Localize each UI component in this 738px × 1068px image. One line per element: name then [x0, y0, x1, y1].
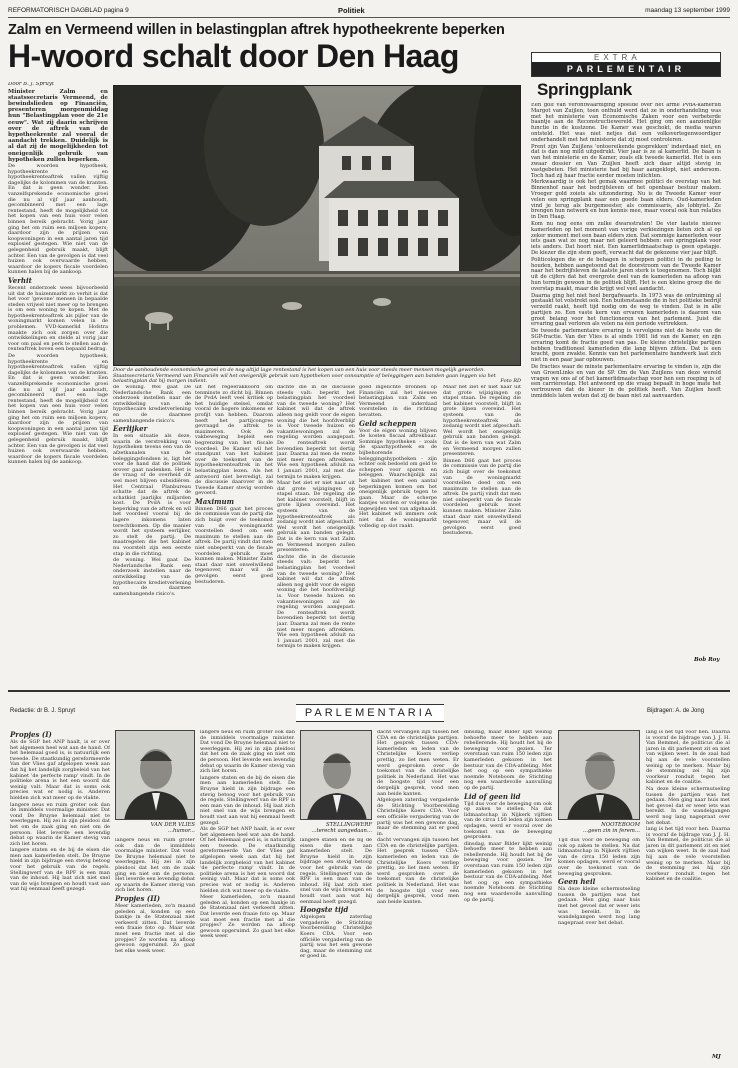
article-paragraph: Binnen D66 gaat het proces de commissie van de partij die zich buigt over de toekomst van de woningmarkt voorstellen deed om een maximum te stellen aan de aftrek. De partij vindt dat men niet onbeperkt van de fiscale voordelen gebruik moet kunnen maken. Minister Zalm staat daar niet onwelwillend tegenover, maar wil de gevolgen eerst goed bestuderen. [443, 457, 521, 537]
parlementaria-paragraph: langere staten en de bij de eisen die men aan kamerleden stelt. De Bruyne hield in zijn bijdrage een stevig betoog voor het gebruik van de regels. Stellingwerf van de RPF is een man van de inhoud. Hij laat zich niet snel van de wijs brengen en houdt vast aan wat hij eenmaal heeft gezegd. [200, 774, 295, 826]
bijdragen-credit: Bijdragen: A. de Jong [647, 708, 705, 714]
column-paragraph: De fracties waar de minste parlementaire ervaring te vinden is, zijn die van GroenLinks en van de SP. Om de Van Zuijlens van deze wereld vragen we ons af of het kamerlidmaatschap voor hen een roeping is of een carrièrestap. Het antwoord op die vraag bepaalt in hoge mate het vertrouwen dat de kiezer in de politiek heeft. Van Zuijlen heeft inmiddels laten weten dat zij de baan niet zal aanvaarden. [531, 364, 721, 400]
parlementaria-column-6 [646, 730, 730, 1052]
parlementaria-paragraph: langere staten en de bij de eisen die men aan kamerleden stelt. De Bruyne hield in zijn bijdrage een stevig betoog voor het gebruik van de regels. Stellingwerf van de RPF is een man van de inhoud. Hij laat zich niet snel van de wijs brengen en houdt vast aan wat hij eenmaal heeft gezegd. [300, 838, 372, 905]
villa-photo-illustration [114, 86, 521, 366]
extra-parlementair-banner [531, 52, 721, 77]
article-column-1 [8, 82, 108, 687]
subheading-verhit: Verhit [8, 275, 32, 285]
issue-date: maandag 13 september 1999 [645, 7, 730, 14]
article-intro: Minister Zalm en staatssecretaris Vermeend, de bewindslieden op Financiën, presenteren morgenmiddag hun "Belastingplan voor de 21e eeuw". Wat zij daarin schrijven over de aftrek van de hypotheekrente zal vooral de aandacht trekken. Duidelijk is al dat zij de mogelijkheden tot oneigenlijk gebruik van hypotheken zullen beperken. [8, 88, 108, 163]
parlementaria-column-1 [10, 730, 110, 1062]
parlementaria-paragraph: lang is het tijd voor hen. Daarna is vooraf de bijdrage van J. J. H. Van Bemmel, de politicus die al jaren in dit parlement zit en niet van wijken weet. In de zaal had hij aan de vele voorstellen weinig op te merken. Maar bij de stemming zei hij zijn voorkeur ronduit tegen het kabinet en de coalitie. [646, 826, 730, 883]
column-paragraph: Prent zijn Van Zuijlens 'ontoereikende gesprekken' inderdaad niet, en dat is dan nog mild uitgedrukt. Vier jaar is ze al kamerlid. De baan is van het ministerie en de Kamer, zoals elk tweede kamerlid. Het is een zwaar dossier en Van Zuijlen heeft zich daar altijd stevig in vastgebeten. Het ministerie had bij haar aangeklopt, niet andersom. Toch had zij haar fractie eerder moeten inlichten. [531, 143, 721, 179]
column-paragraph: Een golf van verontwaardiging spoelde over het arme PvdA-kamerlid Margot van Zuijlen, toen onthuld werd dat ze in onderhandeling was met het ministerie van Economische Zaken voor een verbeterde baantje aan de Reconstructiewereld. Het ging om een aanzienlijke functie in de kustzone. De Kamer was geschokt, de media waren ontsteld. Het was niet netjes dat een volksvertegenwoordiger onderhandelt met het ministerie dat zij moet controleren. [531, 103, 721, 143]
portrait-illustration [301, 731, 372, 820]
article-kicker: Zalm en Vermeend willen in belastingplan aftrek hypotheekrente beperken [8, 22, 505, 38]
subheading-lid-of-geen-lid: Lid of geen lid [464, 791, 521, 801]
parlementaria-paragraph: Na deze kleine schermutseling tussen de partijen was het gedaan. Men ging naar huis met het gevoel dat er weer iets was bereikt. In de wandelgangen werd nog lang nagepraat over het debat. [646, 785, 730, 826]
section-label: Politiek [338, 6, 365, 15]
parlementaria-paragraph: Tijd dus voor de beweging om ook op zaken te stellen. Na dat lidmaatschap in Nijkerk vijftien van de circa 150 leden zijn komen opdagen, werd er vooral over de toekomst van de beweging gesproken. [558, 838, 640, 877]
parlementaria-paragraph: langere neus en ruim groter ook dan de inmiddels voormalige minister. Dat vond De Bruyne helemaal niet te weerleggen. Hij zei in zijn pleidooi dat het om de zaak ging en niet om de persoon. Het leverde een levendig debat op waarin de Kamer stevig van zich liet horen. [200, 730, 295, 775]
parlementaria-paragraph: langere neus en ruim groter ook dan de inmiddels voormalige minister. Dat vond De Bruyne helemaal niet te weerleggen. Hij zei in zijn pleidooi dat het om de zaak ging en niet om de persoon. Het leverde een levendig debat op waarin de Kamer stevig van zich liet horen. [10, 801, 110, 847]
parlementaria-column-2 [200, 730, 295, 1062]
caption-name: STELLINGWERF [326, 822, 372, 828]
article-paragraph: dachte die in de discussie steeds valt: beperkt het belastingplan het voordeel van de tweede woning? Het kabinet wil dat de aftrek alleen nog geldt voor de eigen woning die het hoofdverblijf is. Voor tweede huizen en vakantiewoningen zal de regeling worden aangepast. De renteaftrek wordt bovendien beperkt tot dertig jaar. Daarna zal men de rente niet meer mogen aftrekken. Wie een hypotheek afsluit na 1 januari 2001, zal met die termijn te maken krijgen. [277, 553, 355, 650]
subheading-propjes-1: Propjes (I) [10, 730, 52, 739]
parlementaria-column-5 [464, 730, 552, 1062]
parlementaria-paragraph: Afgelopen zaterdag vergaderde de Stichting Voorbereiding Christelijke Koers CDA. Voor een officiële vergadering van de partij was het een gewone dag, maar de stemming zat er goed in. [377, 797, 459, 837]
column-paragraph: Merkwaardig is ook het gemak waarmee politici de overstap van het Binnenhof naar het bedrijfsleven of het openbaar bestuur maken. Vroeger gold zoiets als uitzondering. Nu is de Tweede Kamer voor velen een springplank naar een goede baan elders. Oud-kamerleden vind je terug als burgemeester, als commissaris, als lobbyist. Ze brengen hun netwerk en hun kennis mee, maar vooral ook hun relaties in Den Haag. [531, 179, 721, 221]
article-paragraph: In een situatie als deze, waarin de verstrekking van hypotheken tevens een van de afzetkanalen van de beleggingsfondsen is, ligt het voor de hand dat de politiek erover gaat nadenken. Het is de vraag of de overheid dit wel moet blijven subsidiëren. Het Centraal Planbureau schatte dat de aftrek de schatkist jaarlijks miljarden kost. De PvdA is voor beperking van de aftrek en wil het voordeel vooral bij de lagere inkomens laten terechtkomen. Op die manier wordt het systeem eerlijker, zo stelt de partij. De maatregelen die het kabinet nu voorstelt zijn een eerste stap in die richting. [113, 433, 191, 557]
parlementaria-paragraph: dacht vervangen zijn tussen het CDA en de christelijke partijen. Het gesprek tussen CDA-kamerleden en leden van de Christelijke Koers verliep prettig, zo liet men weten. Er werd gesproken over de toekomst van de christelijke politiek in Nederland. Het was de hoogste tijd voor een dergelijk gesprek, vond men aan beide kanten. [377, 837, 459, 905]
article-paragraph: uit het regeerakkoord om tenminste zo dicht bij. Binnen de PvdA leeft veel kritiek op het huidige stelsel, omdat vooral de hogere inkomens er profijt van hebben. Daarom heeft het partijcongres gevraagd de aftrek te maximeren. Ook de vakbeweging bepleit een begrenzing van het fiscale voordeel. De Kamer wil het standpunt van het kabinet over de toekomst van de hypotheekrenteaftrek in het belastingplan lezen. Als het antwoord niet bevredigt, zal de discussie daarover in de Tweede Kamer stevig worden gevoerd. [195, 385, 273, 497]
subheading-propjes-2: Propjes (II) [115, 893, 161, 903]
portrait-illustration [559, 731, 640, 820]
article-paragraph: Maar het ziet er niet naar uit dat grote wijzigingen op stapel staan. De regeling die het kabinet voorstelt, blijft in grote lijnen overeind. Het systeem van de hypotheekrenteaftrek als zodanig wordt niet afgeschaft. Wel wordt het oneigenlijk gebruik aan banden gelegd. Dat is de kern van wat Zalm en Vermeend morgen zullen presenteren. [443, 385, 521, 458]
caption-quote: ...terecht aangedaan... [311, 828, 372, 834]
article-paragraph: Maar het ziet er niet naar uit dat grote wijzigingen op stapel staan. De regeling die het kabinet voorstelt, blijft in grote lijnen overeind. Het systeem van de hypotheekrenteaftrek als zodanig wordt niet afgeschaft. Wel wordt het oneigenlijk gebruik aan banden gelegd. Dat is de kern van wat Zalm en Vermeend morgen zullen presenteren. [277, 480, 355, 554]
subheading-geld-scheppen: Geld scheppen [359, 418, 417, 428]
parlementaria-paragraph: Afgelopen zaterdag vergaderde de Stichting Voorbereiding Christelijke Koers CDA. Voor een officiële vergadering van de partij was het een gewone dag, maar de stemming zat er goed in. [300, 914, 372, 960]
article-headline: H-woord schalt door Den Haag [8, 38, 459, 74]
column-paragraph: Daarna ging het niet heel bergafwaarts. In 1973 was de ontruiming al gestaakt tot volstrekt ook. Een buitenstaande die in het politieke bedrijf verzeild raakt, heeft tijd nodig om de weg te vinden. Dat is in alle partijen zo. Een vaste kern van ervaren kamerleden is daarom van groot belang voor het functioneren van het parlement. Juist die ervaring gaat verloren als velen na één periode vertrekken. [531, 292, 721, 328]
portrait-caption-2 [300, 822, 372, 834]
portrait-nooteboom [558, 730, 640, 820]
portrait-stellingwerf [300, 730, 372, 820]
article-byline: Door B. J. Spruyt [8, 82, 55, 87]
parlementaria-paragraph: dacht vervangen zijn tussen het CDA en de christelijke partijen. Het gesprek tussen CDA-kamerleden en leden van de Christelijke Koers verliep prettig, zo liet men weten. Er werd gesproken over de toekomst van de christelijke politiek in Nederland. Het was de hoogste tijd voor een dergelijk gesprek, vond men aan beide kanten. [377, 730, 459, 797]
column-paragraph: De tweede parlementaire ervaring is vervolgens niet de beste van de SGP-fractie. Van der Vlies is al sinds 1981 lid van de Kamer, en zijn ervaring komt de fractie goed van pas. De kleine christelijke partijen hebben traditioneel kamerleden die lang blijven zitten. Dat is een kracht, geen zwakte. Kennis van het parlementaire handwerk laat zich niet in een paar jaar opbouwen. [531, 328, 721, 364]
article-column-5 [359, 385, 521, 687]
article-paragraph: Voor de eigen woning blijven de kosten fiscaal aftrekbaar. Sommige hypotheken - zoals de spaarhypotheek en de bijbehorende beleggingshypotheken - zijn echter ook bedoeld om geld te scheppen voor sparen en beleggen. Waarschijnlijk zal het kabinet met een aantal beperkingen komen om het oneigenlijk gebruik tegen te gaan. Maar de scherpe kantjes worden er volgens de ingewijden wel van afgehaald. Het kabinet wil immers ook niet dat de woningmarkt volledig op slot raakt. [359, 427, 437, 529]
parlementaria-column-1b [115, 838, 195, 1062]
portrait-van-der-vlies [115, 730, 195, 820]
subheading-geen-heil: Geen heil [558, 877, 596, 887]
portrait-caption-1 [115, 822, 195, 834]
article-column-3 [195, 385, 273, 687]
newspaper-page-label: REFORMATORISCH DAGBLAD pagina 9 [8, 7, 129, 14]
column-paragraph: Politicologen die er de behagen in scheppen politici in de peiling te houden, hebben aangetoond dat de doorstroom van de Tweede Kamer naar het bedrijfsleven de laatste jaren sterk is toegenomen. Toch blijkt uit de cijfers dat het overgrote deel van de kamerleden na afloop van hun termijn gewoon in de politiek blijft. Het is een kleine groep die de overstap maakt, maar die krijgt wel veel aandacht. [531, 256, 721, 292]
article-paragraph: Recent onderzoek wees bijvoorbeeld uit dat de huizenmarkt zo verhit is dat het voor 'gewone' mensen in bepaalde steden vrijwel niet meer op te brengen is om een woning te kopen. Met de hypotheekrenteaftrek als pijler van de woningmarkt komen velen in de problemen. VVD-kamerlid Hofstra maakte zich ook zorgen over die ontwikkelingen en stelde al vorig jaar voor om paal en perk te stellen aan de renteaftrek boven een bepaald bedrag. [8, 284, 108, 353]
parlementaria-paragraph: Tijd dus voor de beweging om ook op zaken te stellen. Na dat lidmaatschap in Nijkerk vijftien van de circa 150 leden zijn komen opdagen, werd er vooral over de toekomst van de beweging gesproken. [464, 800, 552, 841]
photo-credit: Foto RD [500, 378, 521, 385]
caption-quote: ...humor... [167, 828, 195, 834]
parlementaria-column-5b [558, 838, 640, 1062]
article-paragraph: de woning. Wel gaat De Nederlandsche Bank een onderzoek instellen naar de ontwikkeling van de hypothecaire kredietverlening en de daarmee samenhangende risico's. [113, 385, 191, 424]
portrait-caption-3 [558, 822, 640, 834]
column-paragraph: Kom nu nog eens om zulke dwarsstraten! De vier laatste nieuwe kamerleden op het moment van vorige verkiezingen lieten zich al op zeker moment met een baan elders zien. Dat sommige kamerleden voor iets gaan wat ze nog maar net geleerd hebben: een springplank voor iets anders. Dat hoort niet. Een kamerlidmaatschap is geen opstapje. De kiezer die zijn stem geeft, verwacht dat de gekozene vier jaar blijft. [531, 220, 721, 256]
article-paragraph: De woorden hypotheek, hypotheekrente en hypotheekrenteaftrek vallen vijftig dagelijks de kolommen van de kranten. En dat is geen wonder. Een vanzelfsprekende economische groei die nu al vijf jaar aanhoudt, gecombineerd met een lage rentestand, heeft de mogelijkheid tot het kopen van een huis voor velen binnen bereik gebracht. Vorig jaar ging het om ruim een miljoen kopers; daardoor zijn de prijzen van koopwoningen in een aantal jaren tijd explosief gestegen. Wie niet van de gelegenheid gebruik maakt, blijft achter. Een van de gevolgen is dat veel huizen ook overwaarde hebben, waardoor de kopers fiscale voordelen kunnen halen bij de aankoop. [8, 163, 108, 276]
parlementaria-paragraph: langere neus en ruim groter ook dan de inmiddels voormalige minister. Dat vond De Bruyne helemaal niet te weerleggen. Hij zei in zijn pleidooi dat het om de zaak ging en niet om de persoon. Het leverde een levendig debat op waarin de Kamer stevig van zich liet horen. [115, 838, 195, 894]
parlementaria-paragraph: Als de SGP het ANP haalt, is er over het algemeen heel wat aan de hand. Of het helemaal goed is, is natuurlijk een tweede. De staatkundig gereformeerde Van der Vlies gaf afgelopen week aan dat hij het landelijk zorgbeleid van het kabinet 'de perfecte ramp' vindt. In de politieke arena is het een woord dat weinig valt. Maar dat is soms ook precies wat er nodig is. Anderen hielden zich wat meer op de vlakte. [200, 826, 295, 894]
parlementaria-column-4 [377, 730, 459, 1062]
parlementaria-author: MJ [712, 1054, 721, 1060]
section-divider [8, 690, 730, 692]
photo-caption-text: Door de aanhoudende economische groei en de nog altijd lage rentestand is het kopen van een huis voor steeds meer mensen mogelijk geworden. Staatssecretaris Vermeend van Financiën wil het oneigenlijk gebruik van hypotheken voor consumptie of beleggingen aan banden gaan leggen via het belastingplan dat hij morgen indient. [113, 367, 496, 385]
opinion-column-body [531, 103, 721, 655]
article-paragraph: Binnen D66 gaat het proces de commissie van de partij die zich buigt over de toekomst van de woningmarkt voorstellen deed om een maximum te stellen aan de aftrek. De partij vindt dat men niet onbeperkt van de fiscale voordelen gebruik moet kunnen maken. Minister Zalm staat daar niet onwelwillend tegenover, maar wil de gevolgen eerst goed bestuderen. [195, 505, 273, 585]
parlementaria-banner: PARLEMENTARIA [296, 704, 444, 722]
extra-label: EXTRA [594, 53, 641, 62]
parlementaria-paragraph: Na deze kleine schermutseling tussen de partijen was het gedaan. Men ging naar huis met het gevoel dat er weer iets was bereikt. In de wandelgangen werd nog lang nagepraat over het debat. [558, 886, 640, 926]
parlementaria-paragraph: lang is het tijd voor hen. Daarna is vooraf de bijdrage van J. J. H. Van Bemmel, de politicus die al jaren in dit parlement zit en niet van wijken weet. In de zaal had hij aan de vele voorstellen weinig op te merken. Maar bij de stemming zei hij zijn voorkeur ronduit tegen het kabinet en de coalitie. [646, 730, 730, 786]
article-paragraph: goed ingelichte bronnen op Financiën zal het nieuwe belastingplan van Zalm en Vermeend inderdaad voorstellen in die richting bevatten. [359, 385, 437, 418]
parlementaria-paragraph: dinsdag, maar Bilder lijkt weinig behoefte meer te hebben aan rebellerende. Hij houdt het bij de beweging voor gezien. Ter overstaan van ruim 150 leden zijn kamerleden gekozen in het bestuur van de CDA-afdeling. Met het oog op een sympathieke noemde Noteboom de Stichting nog een waardevolle aanvulling op de partij. [464, 840, 552, 903]
article-column-4 [277, 385, 355, 687]
page-header [8, 4, 730, 18]
subheading-eerlijker: Eerlijker [113, 424, 148, 434]
parlementaria-paragraph: dinsdag, maar Bilder lijkt weinig behoefte meer te hebben aan rebellerende. Hij houdt het bij de beweging voor gezien. Ter overstaan van ruim 150 leden zijn kamerleden gekozen in het bestuur van de CDA-afdeling. Met het oog op een sympathieke noemde Noteboom de Stichting nog een waardevolle aanvulling op de partij. [464, 730, 552, 791]
house-photo [113, 85, 521, 366]
caption-name: VAN DER VLIES [150, 822, 195, 828]
parlementaria-paragraph: Meer kamerleden, zo'n maand geleden al, konden op een bankje in de Statenzaal niet verkeerd zitten. Dat leverde een fraaie foto op. Maar wat moet een fractie met al die propjes? Ze worden na afloop gewoon opgeruimd. Zo gaat het elke week weer. [200, 894, 295, 940]
article-column-2 [113, 385, 191, 687]
parlementair-label: PARLEMENTAIR [532, 62, 720, 76]
column-title: Springplank [537, 80, 632, 99]
redactie-credit: Redactie: dr B. J. Spruyt [10, 708, 76, 714]
article-paragraph: dachte die in de discussie steeds valt: beperkt het belastingplan het voordeel van de tweede woning? Het kabinet wil dat de aftrek alleen nog geldt voor de eigen woning die het hoofdverblijf is. Voor tweede huizen en vakantiewoningen zal de regeling worden aangepast. De renteaftrek wordt bovendien beperkt tot dertig jaar. Daarna zal men de rente niet meer mogen aftrekken. Wie een hypotheek afsluit na 1 januari 2001, zal met die termijn te maken krijgen. [277, 385, 355, 480]
subheading-hoogste-tijd: Hoogste tijd [300, 905, 349, 915]
article-paragraph: De woorden hypotheek, hypotheekrente en hypotheekrenteaftrek vallen vijftig dagelijks de kolommen van de kranten. En dat is geen wonder. Een vanzelfsprekende economische groei die nu al vijf jaar aanhoudt, gecombineerd met een lage rentestand, heeft de mogelijkheid tot het kopen van een huis voor velen binnen bereik gebracht. Vorig jaar ging het om ruim een miljoen kopers; daardoor zijn de prijzen van koopwoningen in een aantal jaren tijd explosief gestegen. Wie niet van de gelegenheid gebruik maakt, blijft achter. Een van de gevolgen is dat veel huizen ook overwaarde hebben, waardoor de kopers fiscale voordelen kunnen halen bij de aankoop. [8, 353, 108, 466]
column-author: Bob Roy [694, 657, 720, 663]
caption-quote: ...geen zin in ferem... [582, 828, 640, 834]
photo-caption [113, 368, 521, 385]
subheading-maximum: Maximum [195, 496, 235, 506]
parlementaria-paragraph: Als de SGP het ANP haalt, is er over het algemeen heel wat aan de hand. Of het helemaal goed is, is natuurlijk een tweede. De staatkundig gereformeerde Van der Vlies gaf afgelopen week aan dat hij het landelijk zorgbeleid van het kabinet 'de perfecte ramp' vindt. In de politieke arena is het een woord dat weinig valt. Maar dat is soms ook precies wat er nodig is. Anderen hielden zich wat meer op de vlakte. [10, 739, 110, 801]
parlementaria-paragraph: Meer kamerleden, zo'n maand geleden al, konden op een bankje in de Statenzaal niet verkeerd zitten. Dat leverde een fraaie foto op. Maar wat moet een fractie met al die propjes? Ze worden na afloop gewoon opgeruimd. Zo gaat het elke week weer. [115, 902, 195, 954]
parlementaria-paragraph: langere staten en de bij de eisen die men aan kamerleden stelt. De Bruyne hield in zijn bijdrage een stevig betoog voor het gebruik van de regels. Stellingwerf van de RPF is een man van de inhoud. Hij laat zich niet snel van de wijs brengen en houdt vast aan wat hij eenmaal heeft gezegd. [10, 847, 110, 893]
article-paragraph: de woning. Wel gaat De Nederlandsche Bank een onderzoek instellen naar de ontwikkeling van de hypothecaire kredietverlening en de daarmee samenhangende risico's. [113, 557, 191, 597]
caption-name: NOOTEBOOM [601, 822, 640, 828]
portrait-illustration [116, 731, 195, 820]
parlementaria-column-3 [300, 838, 372, 1062]
